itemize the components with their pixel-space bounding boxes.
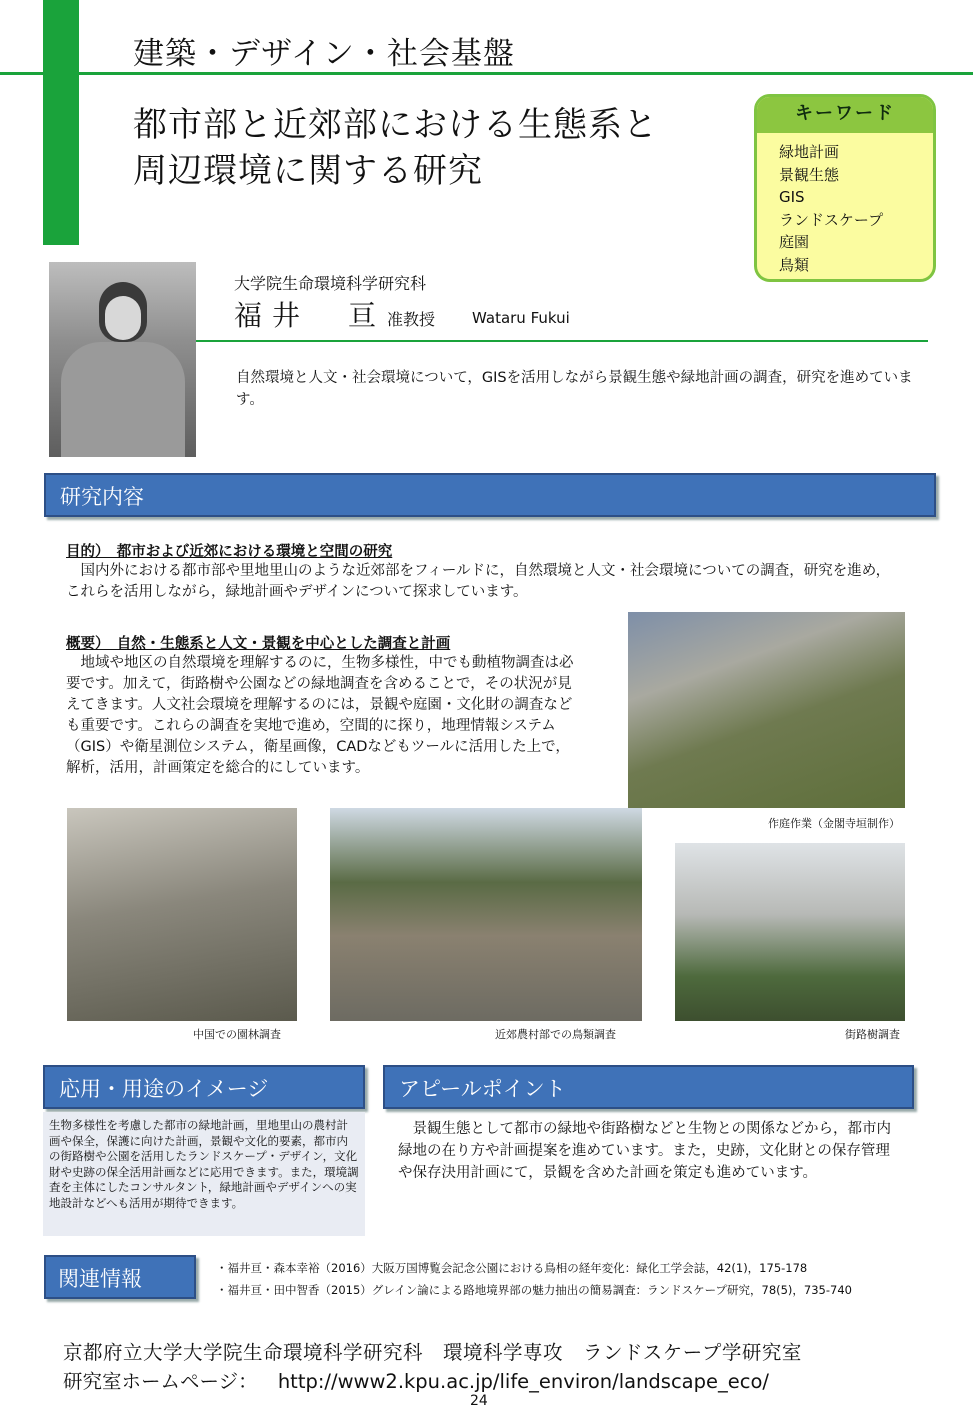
keyword-box xyxy=(754,94,936,282)
homepage-line xyxy=(63,1366,769,1394)
reference-item: ・福井亘・森本幸裕（2016）大阪万国博覧会記念公園における鳥相の経年変化：緑化工学会誌，42(1)，175-178 xyxy=(216,1261,808,1275)
researcher-portrait xyxy=(49,262,196,457)
appeal-text: 景観生態として都市の緑地や街路樹などと生物との関係などから，都市内緑地の在り方や計画提案を進めています。また，史跡，文化財との保存管理や保存決用計画にて，景観を含めた計画を策定も進めています。 xyxy=(398,1121,891,1181)
research-heading: 研究内容 xyxy=(44,473,936,517)
caption-garden-work: 作庭作業（金閣寺垣制作） xyxy=(768,817,900,830)
purpose-text: 国内外における都市部や里地里山のような近郊部をフィールドに，自然環境と人文・社会環境についての調査，研究を進め，これらを活用しながら，緑地計画やデザインについて探求しています。 xyxy=(66,563,891,600)
keyword-item: GIS xyxy=(779,188,805,206)
lab-name: 京都府立大学大学院生命環境科学研究科 環境科学専攻 ランドスケープ学研究室 xyxy=(63,1341,802,1364)
category-label: 建築・デザイン・社会基盤 xyxy=(133,36,515,72)
researcher-rank: 准教授 xyxy=(387,310,436,329)
related-heading: 関連情報 xyxy=(44,1255,196,1299)
title-line-1: 都市部と近郊部における生態系と xyxy=(133,105,658,145)
overview-text: 地域や地区の自然環境を理解するのに，生物多様性，中でも動植物調査は必要です。加えて，街路樹や公園などの緑地調査を含めることで，その状況が見えてきます。人文社会環境を理解するのには，景観や庭園・文化財の調査なども重要です。これらの調査を実地で進め，空間的に探り，地理情報システム（GIS）や衛星測位システム，衛星画像，CADなどもツールに活用した上で，解析，活用，計画策定を総合的にしています。 xyxy=(66,655,574,776)
keyword-item: 緑地計画 xyxy=(779,143,840,161)
overview-title: 概要） 自然・生態系と人文・景観を中心とした調査と計画 xyxy=(66,636,451,652)
lead-text: 自然環境と人文・社会環境について，GISを活用しながら景観生態や緑地計画の調査，研究を進めています。 xyxy=(236,370,913,408)
homepage-label: 研究室ホームページ： xyxy=(63,1370,258,1393)
keyword-item: 庭園 xyxy=(779,233,810,251)
application-text: 生物多様性を考慮した都市の緑地計画，里地里山の農村計画や保全，保護に向けた計画，景観や文化的要素，都市内の街路樹や公園を活用したランドスケープ・デザイン，文化財や史跡の保全活用計画などに応用できます。また，環境調査を主体にしたコンサルタント，緑地計画やデザインへの実地設計などへも活用が期待できます。 xyxy=(43,1112,365,1236)
keyword-item: 鳥類 xyxy=(779,255,810,274)
garden-work-photo xyxy=(628,612,905,808)
header-divider xyxy=(0,72,973,75)
application-heading: 応用・用途のイメージ xyxy=(43,1065,365,1109)
china-garden-photo xyxy=(67,808,297,1021)
street-tree-photo xyxy=(675,843,905,1021)
page-title xyxy=(133,102,658,194)
affiliation: 大学院生命環境科学研究科 xyxy=(234,274,427,293)
appeal-heading: アピールポイント xyxy=(383,1065,914,1109)
caption-street-tree: 街路樹調査 xyxy=(845,1028,900,1041)
purpose-title: 目的） 都市および近郊における環境と空間の研究 xyxy=(66,544,393,560)
keyword-item: 景観生態 xyxy=(779,165,840,184)
caption-china-garden: 中国での園林調査 xyxy=(193,1028,281,1041)
page-number: 24 xyxy=(470,1393,488,1409)
caption-bird-survey: 近郊農村部での鳥類調査 xyxy=(495,1028,616,1041)
reference-item: ・福井亘・田中智香（2015）グレイン論による路地境界部の魅力抽出の簡易調査：ランドスケープ研究，78(5)，735-740 xyxy=(216,1283,852,1297)
bird-survey-photo xyxy=(330,808,642,1021)
keyword-heading: キーワード xyxy=(757,97,933,133)
profile-divider xyxy=(196,340,928,342)
keyword-item: ランドスケープ xyxy=(779,210,884,229)
keyword-list xyxy=(757,133,933,276)
accent-bar xyxy=(43,0,79,245)
reference-list xyxy=(216,1257,852,1301)
researcher-name-roman: Wataru Fukui xyxy=(472,309,570,327)
homepage-link[interactable]: http://www2.kpu.ac.jp/life_environ/landscape_eco/ xyxy=(277,1370,769,1393)
researcher-name: 福井 亘 xyxy=(234,299,387,332)
title-line-2: 周辺環境に関する研究 xyxy=(133,151,483,191)
